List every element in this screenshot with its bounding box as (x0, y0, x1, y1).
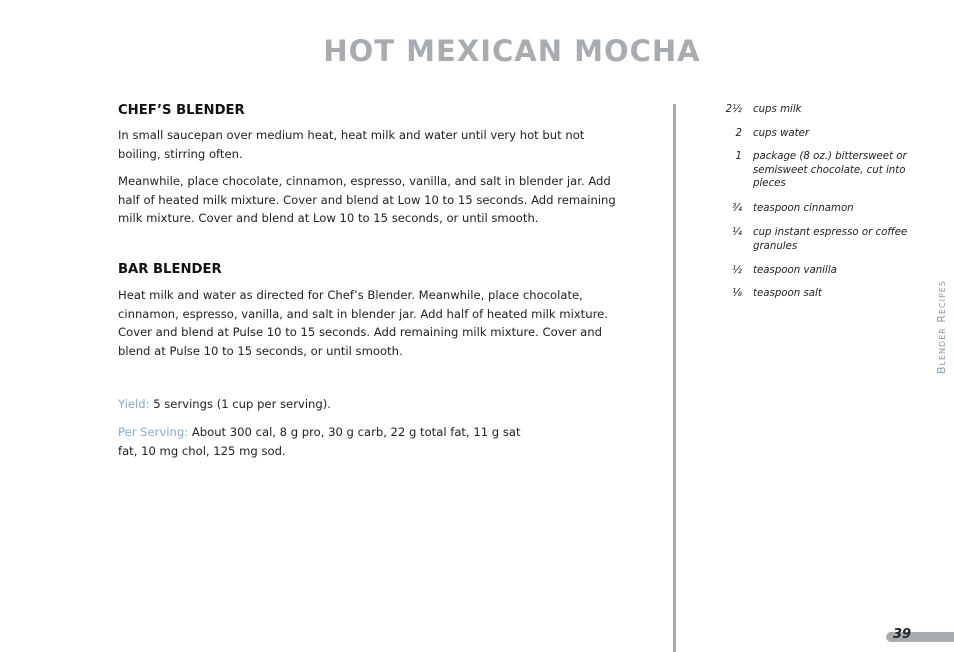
chefs-blender-heading: CHEF’S BLENDER (118, 103, 245, 118)
per-serving-value: About 300 cal, 8 g pro, 30 g carb, 22 g total fat, 11 g sat fat, 10 mg chol, 125 mg sod. (118, 425, 521, 458)
bar-blender-step: Heat milk and water as directed for Chef’s Blender. Meanwhile, place chocolate, cinnamon, espresso, vanilla, and salt in blender jar. Add half of heated milk mixture. Cover and blend at Pulse 10 to 15 seconds. Add remaining milk mixture. Cover and blend at Pulse 10 to 15 seconds, or until smooth. (118, 288, 608, 358)
column-divider (673, 104, 676, 652)
yield-value: 5 servings (1 cup per serving). (153, 397, 331, 411)
page-title: HOT MEXICAN MOCHA (323, 34, 701, 68)
yield-label: Yield: (118, 397, 150, 411)
ingredient-amount: ¾ (732, 203, 742, 214)
section-side-label: Blender Recipes (935, 280, 948, 374)
ingredient-amount: ¼ (732, 227, 742, 238)
per-serving-label: Per Serving: (118, 425, 189, 439)
ingredient-amount: 1 (735, 151, 742, 162)
page-number: 39 (893, 627, 912, 642)
ingredient-text: teaspoon vanilla (753, 265, 837, 276)
per-serving-line (118, 423, 538, 460)
ingredient-amount: ½ (732, 265, 742, 276)
ingredient-text: package (8 oz.) bittersweet or semisweet chocolate, cut into pieces (753, 151, 907, 189)
ingredient-amount: 2½ (725, 104, 742, 115)
chefs-blender-step-1: In small saucepan over medium heat, heat milk and water until very hot but not boiling, stirring often. (118, 128, 585, 161)
bar-blender-heading: BAR BLENDER (118, 262, 222, 277)
ingredient-text: teaspoon salt (753, 288, 822, 299)
ingredient-text: cup instant espresso or coffee granules (753, 227, 908, 252)
ingredient-text: teaspoon cinnamon (753, 203, 854, 214)
ingredient-text: cups water (753, 128, 810, 139)
ingredient-amount: ⅛ (732, 288, 742, 299)
ingredient-text: cups milk (753, 104, 802, 115)
chefs-blender-step-2: Meanwhile, place chocolate, cinnamon, espresso, vanilla, and salt in blender jar. Add half of heated milk mixture. Cover and blend at Low 10 to 15 seconds. Add remaining milk mixture. Cover and blend at Low 10 to 15 seconds, or until smooth. (118, 174, 616, 225)
ingredient-amount: 2 (735, 128, 742, 139)
yield-line (118, 395, 630, 414)
